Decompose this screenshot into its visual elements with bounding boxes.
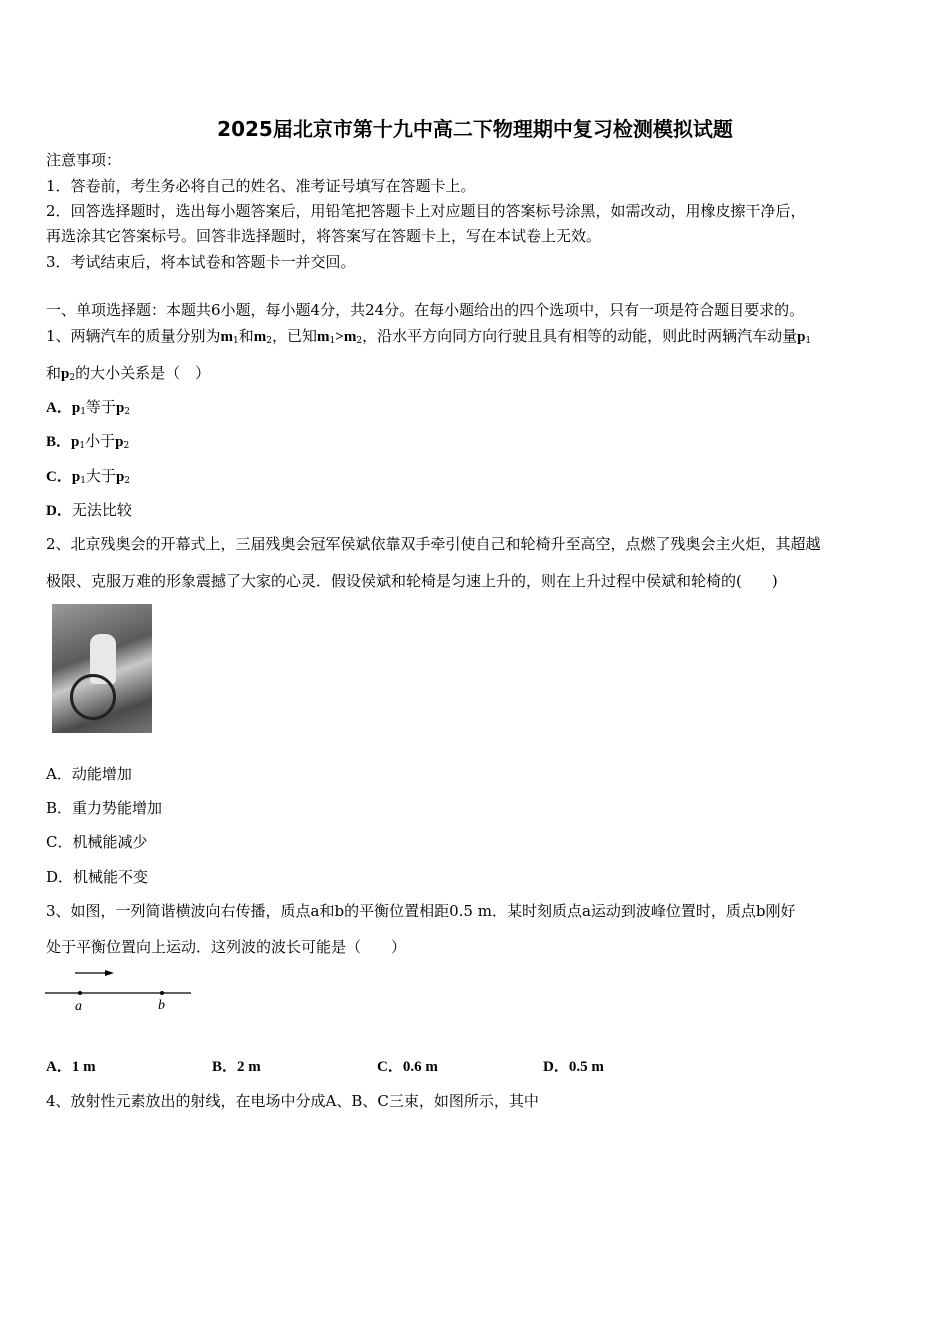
notice-item: 2．回答选择题时，选出每小题答案后，用铅笔把答题卡上对应题目的答案标号涂黑，如需改动，用橡皮擦干净后， (46, 202, 806, 220)
option-a: A．动能增加 (46, 765, 132, 783)
option-b: B．重力势能增加 (46, 799, 163, 817)
option-a: A．$p_1$等于$p_2$ (46, 398, 131, 417)
notice-item: 再选涂其它答案标号。回答非选择题时，将答案写在答题卡上，写在本试卷上无效。 (46, 227, 602, 245)
option-b: B．2 m (212, 1059, 261, 1075)
wave-diagram (40, 960, 200, 1020)
option-d: D．无法比较 (46, 501, 132, 519)
question-3-text-2: 处于平衡位置向上运动．这列波的波长可能是（ ） (46, 938, 407, 956)
question-1-text-2: 和$p_2$的大小关系是（ ） (46, 364, 211, 383)
question-4-text: 4、放射性元素放出的射线，在电场中分成A、B、C三束，如图所示，其中 (46, 1092, 539, 1110)
option-c: C．机械能减少 (46, 833, 148, 851)
point-a-label: a (75, 999, 82, 1014)
option-c: C．$p_1$大于$p_2$ (46, 467, 131, 486)
point-b-label: b (158, 998, 165, 1013)
notice-heading: 注意事项： (46, 151, 122, 169)
option-a: A．1 m (46, 1059, 96, 1075)
section-heading: 一、单项选择题：本题共6小题，每小题4分，共24分。在每小题给出的四个选项中，只有一项是符合题目要求的。 (46, 301, 805, 319)
question-2-text: 2、北京残奥会的开幕式上，三届残奥会冠军侯斌依靠双手牵引使自己和轮椅升至高空，点燃了残奥会主火炬，其超越 (46, 535, 821, 553)
question-1-text: 1、两辆汽车的质量分别为$m_1$和$m_2$，已知$m_1>m_2$，沿水平方向同方向行驶且具有相等的动能，则此时两辆汽车动量$p_1$ (46, 327, 812, 346)
page-title: 2025届北京市第十九中高二下物理期中复习检测模拟试题 (217, 117, 733, 141)
question-2-text-2: 极限、克服万难的形象震撼了大家的心灵．假设侯斌和轮椅是匀速上升的，则在上升过程中侯斌和轮椅的( ) (46, 572, 778, 590)
torch-lighting-photo (52, 604, 152, 733)
notice-item: 1．答卷前，考生务必将自己的姓名、准考证号填写在答题卡上。 (46, 177, 476, 195)
option-d: D．0.5 m (543, 1059, 604, 1075)
option-c: C．0.6 m (377, 1059, 438, 1075)
question-3-text: 3、如图，一列简谐横波向右传播，质点a和b的平衡位置相距0.5 m．某时刻质点a运动到波峰位置时，质点b刚好 (46, 902, 796, 920)
notice-item: 3．考试结束后，将本试卷和答题卡一并交回。 (46, 253, 356, 271)
option-b: B．$p_1$小于$p_2$ (46, 432, 130, 451)
option-d: D．机械能不变 (46, 868, 149, 886)
